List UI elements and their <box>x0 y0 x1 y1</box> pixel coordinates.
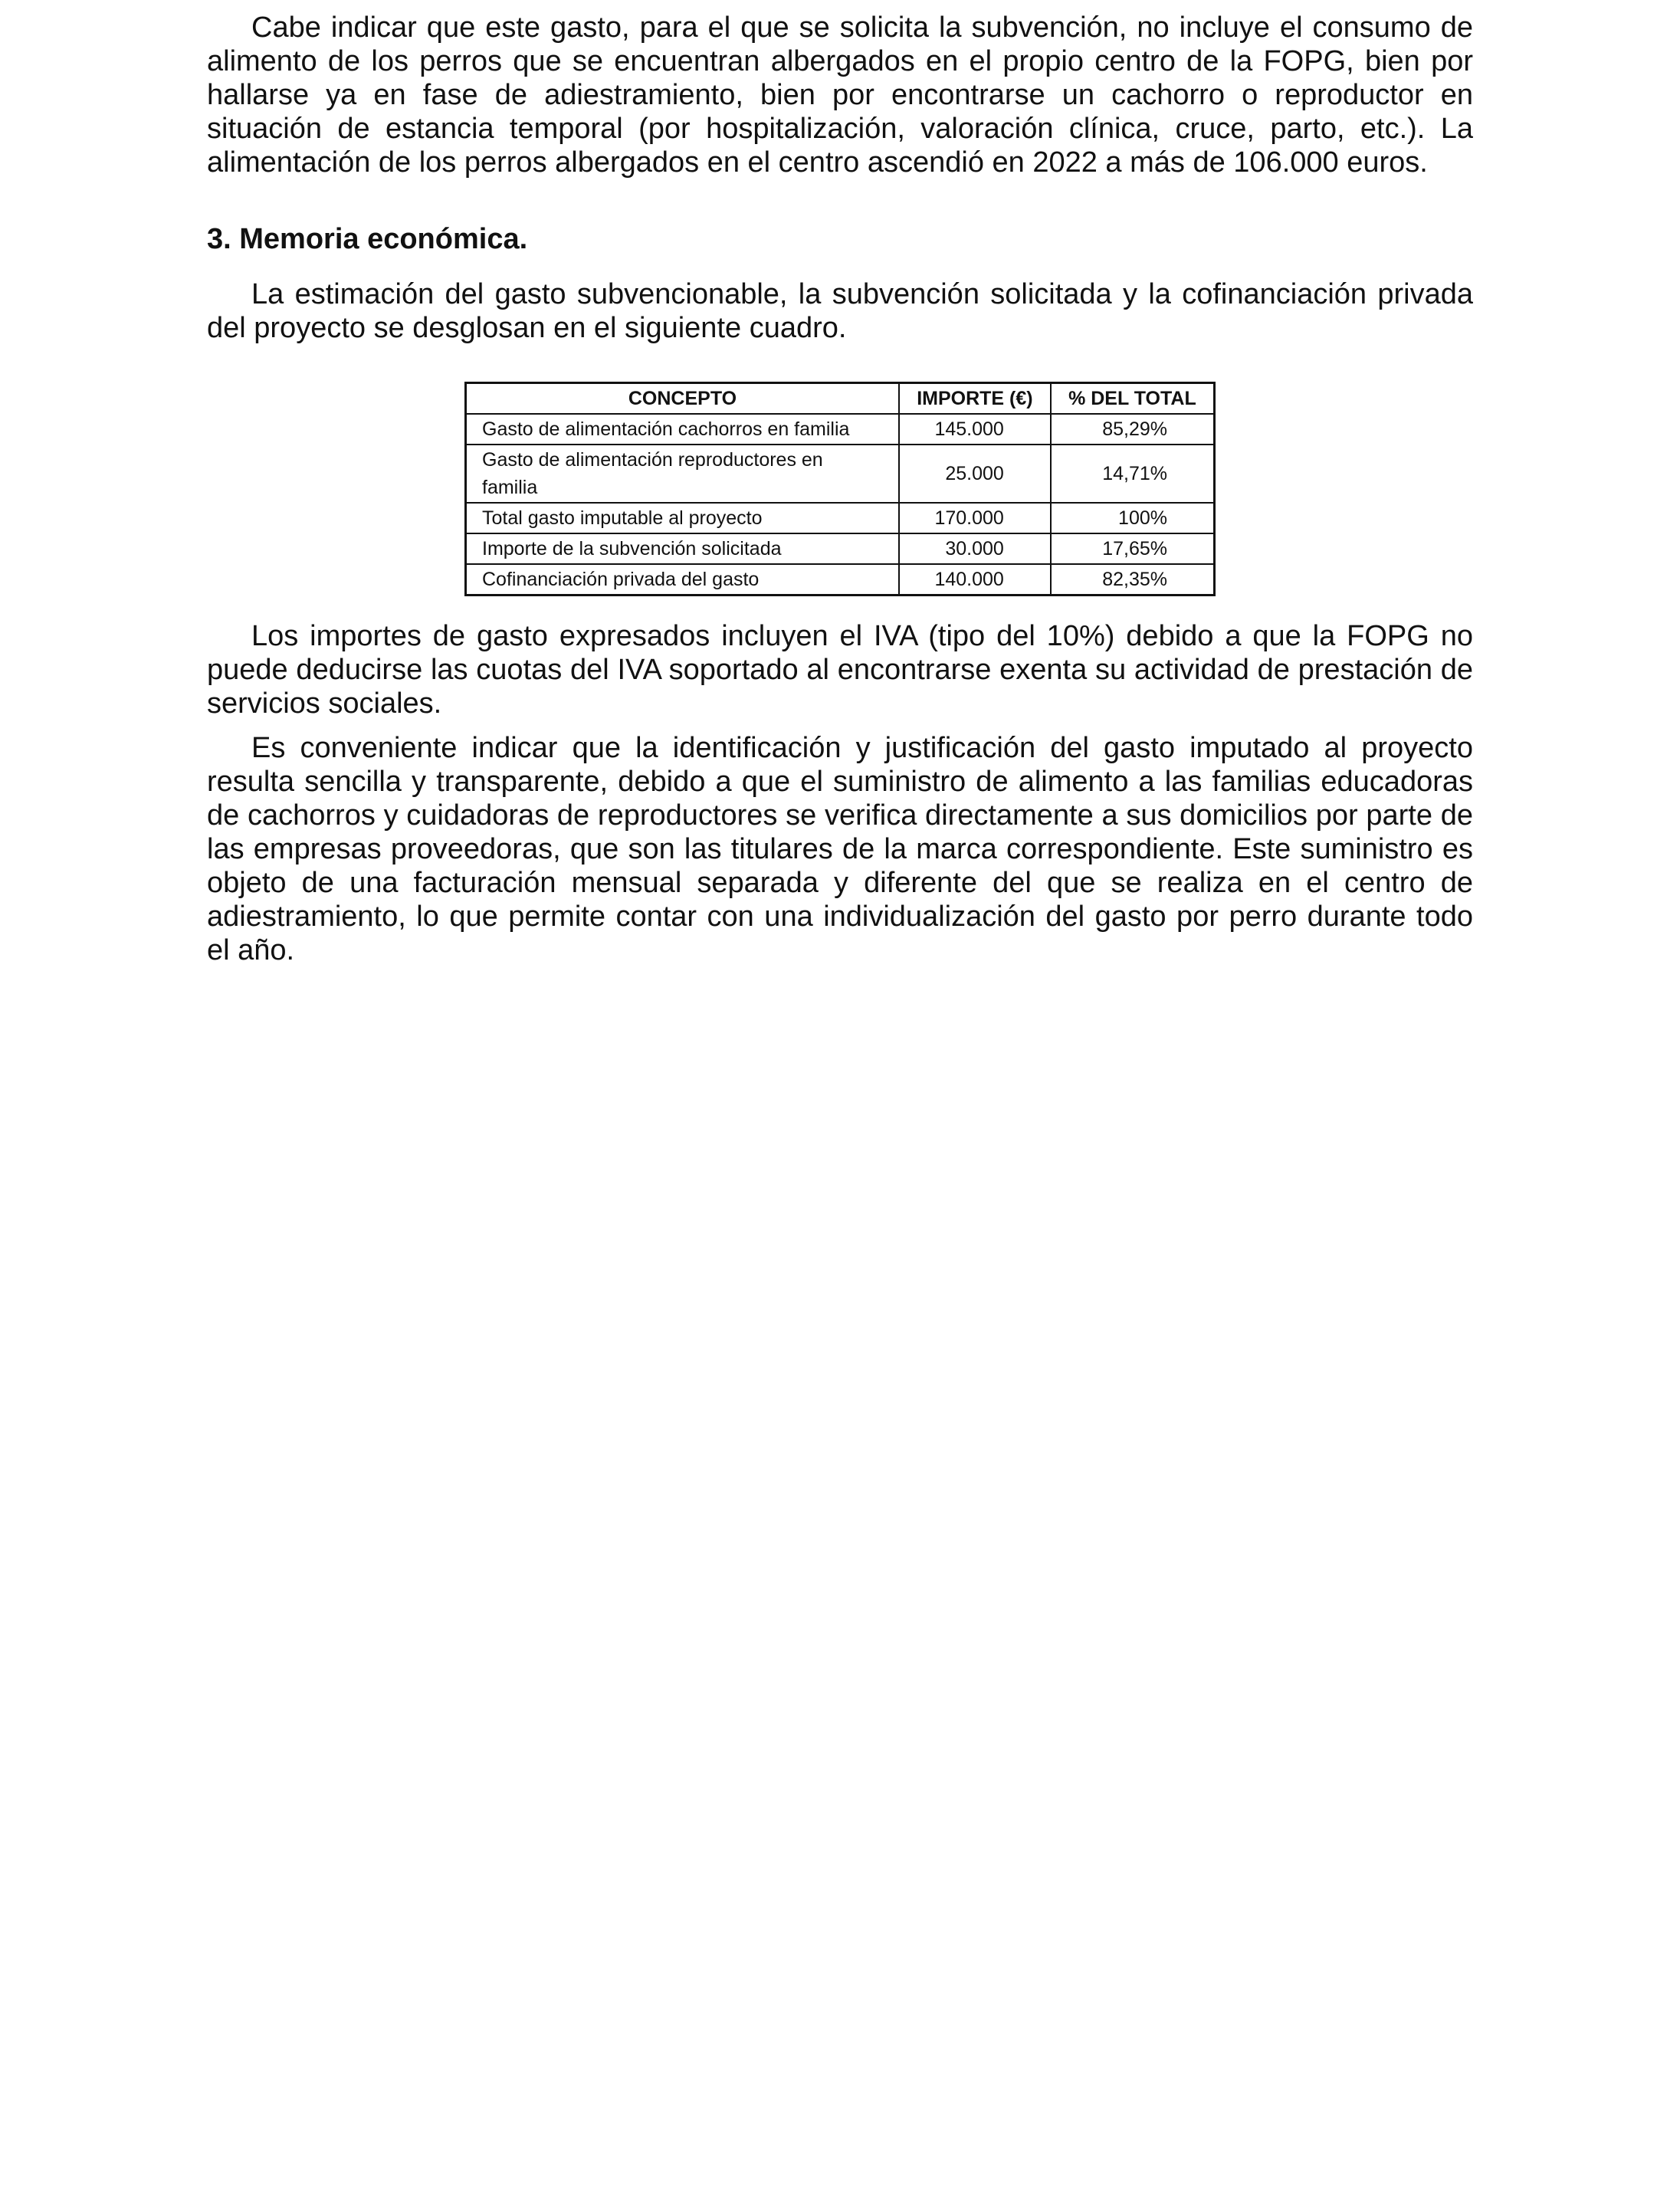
cell-porcentaje: 17,65% <box>1051 533 1215 564</box>
table-row <box>466 564 1215 596</box>
cell-importe: 140.000 <box>899 564 1051 596</box>
header-importe: IMPORTE (€) <box>899 383 1051 415</box>
cell-importe: 30.000 <box>899 533 1051 564</box>
cell-concepto: Importe de la subvención solicitada <box>466 533 900 564</box>
header-concepto: CONCEPTO <box>466 383 900 415</box>
table-row <box>466 445 1215 503</box>
paragraph-food-exclusion: Cabe indicar que este gasto, para el que se solicita la subvención, no incluye el consumo de alimento de los perros que se encuentran albergados en el propio centro de la FOPG, bien por hallarse ya en fase de adiestramiento, bien por encontrarse un cachorro o reproductor en situación de estancia temporal (por hospitalización, valoración clínica, cruce, parto, etc.). La alimentación de los perros albergados en el centro ascendió en 2022 a más de 106.000 euros. <box>207 11 1473 179</box>
header-porcentaje: % DEL TOTAL <box>1051 383 1215 415</box>
section-heading: 3. Memoria económica. <box>207 223 528 255</box>
table-header-row <box>466 383 1215 415</box>
cell-importe: 170.000 <box>899 503 1051 533</box>
cell-concepto: Gasto de alimentación reproductores en familia <box>466 445 900 503</box>
cell-concepto: Total gasto imputable al proyecto <box>466 503 900 533</box>
document-page <box>207 11 1473 967</box>
table-row <box>466 533 1215 564</box>
table-row <box>466 503 1215 533</box>
cell-porcentaje: 14,71% <box>1051 445 1215 503</box>
cell-porcentaje: 85,29% <box>1051 414 1215 445</box>
cell-concepto: Gasto de alimentación cachorros en familia <box>466 414 900 445</box>
table-row <box>466 414 1215 445</box>
cell-porcentaje: 100% <box>1051 503 1215 533</box>
cell-importe: 25.000 <box>899 445 1051 503</box>
paragraph-justification: Es conveniente indicar que la identificación y justificación del gasto imputado al proyecto resulta sencilla y transparente, debido a que el suministro de alimento a las familias educadoras de cachorros y cuidadoras de reproductores se verifica directamente a sus domicilios por parte de las empresas proveedoras, que son las titulares de la marca correspondiente. Este suministro es objeto de una facturación mensual separada y diferente del que se realiza en el centro de adiestramiento, lo que permite contar con una individualización del gasto por perro durante todo el año. <box>207 732 1473 966</box>
paragraph-table-intro: La estimación del gasto subvencionable, la subvención solicitada y la cofinanciación privada del proyecto se desglosan en el siguiente cuadro. <box>207 278 1473 344</box>
cell-porcentaje: 82,35% <box>1051 564 1215 596</box>
budget-table <box>464 382 1216 596</box>
cell-concepto: Cofinanciación privada del gasto <box>466 564 900 596</box>
cell-importe: 145.000 <box>899 414 1051 445</box>
paragraph-iva-note: Los importes de gasto expresados incluyen el IVA (tipo del 10%) debido a que la FOPG no puede deducirse las cuotas del IVA soportado al encontrarse exenta su actividad de prestación de servicios sociales. <box>207 620 1473 720</box>
